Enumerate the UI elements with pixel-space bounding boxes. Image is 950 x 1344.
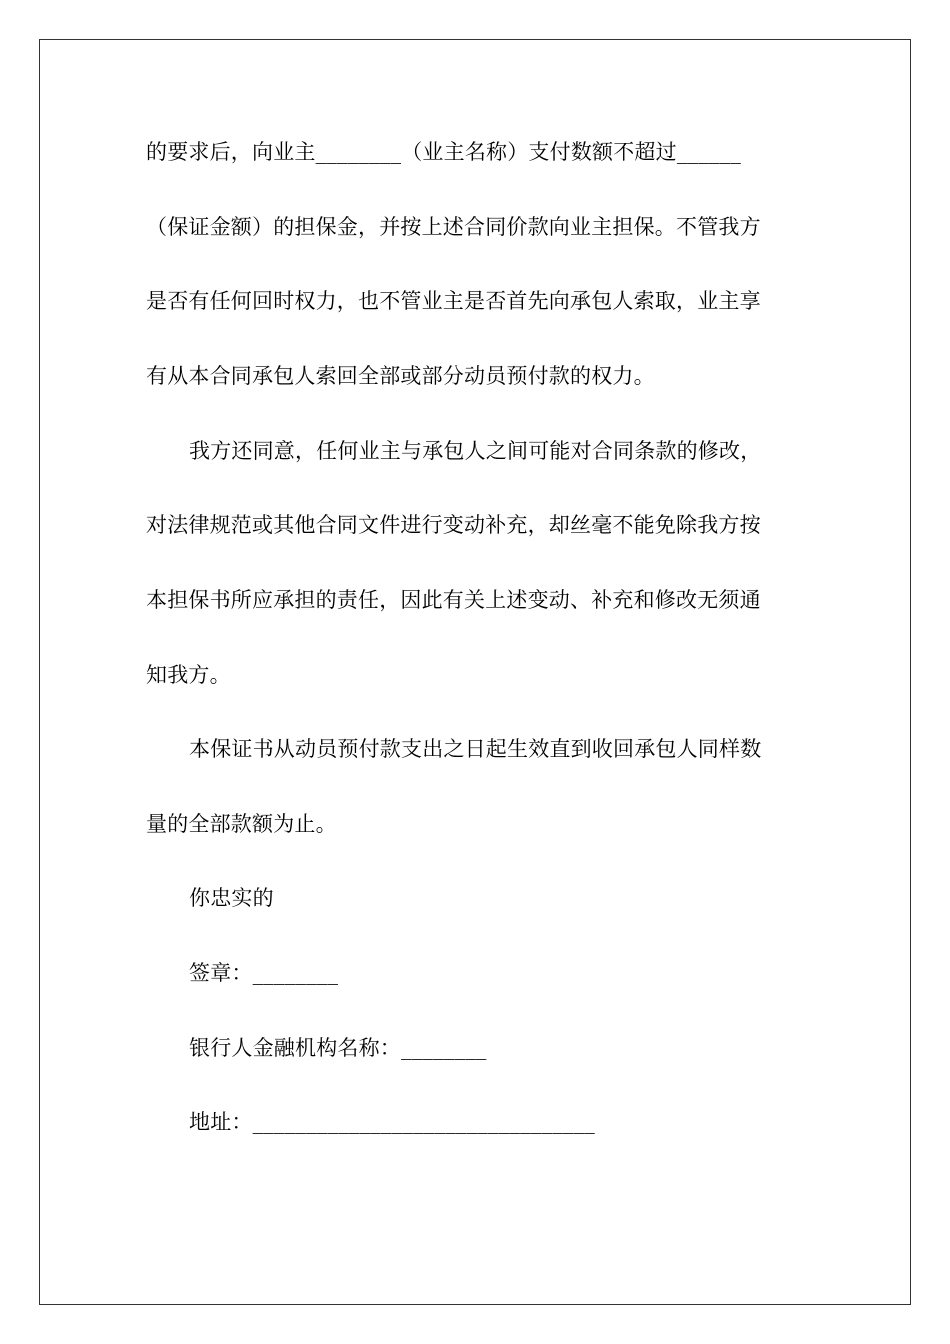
text-segment: 的要求后，向业主 — [146, 140, 316, 164]
paragraph2-line3: 本担保书所应承担的责任，因此有关上述变动、补充和修改无须通 — [146, 588, 761, 612]
signature-blank: ________ — [252, 961, 339, 985]
text-segment: （业主名称）支付数额不超过 — [401, 140, 677, 164]
address-label: 地址： — [189, 1110, 253, 1134]
paragraph1-line2: （保证金额）的担保金，并按上述合同价款向业主担保。不管我方 — [146, 215, 761, 239]
amount-blank: ______ — [676, 140, 742, 164]
closing-text: 你忠实的 — [189, 886, 274, 910]
bank-name-line — [189, 1033, 487, 1063]
paragraph3-line2: 量的全部款额为止。 — [146, 812, 337, 836]
bank-name-label: 银行人金融机构名称： — [189, 1036, 401, 1060]
paragraph1-line4: 有从本合同承包人索回全部或部分动员预付款的权力。 — [146, 364, 655, 388]
address-blank: ________________________________ — [252, 1110, 596, 1134]
paragraph1-line3: 是否有任何回时权力，也不管业主是否首先向承包人索取，业主享 — [146, 289, 761, 313]
address-line — [189, 1107, 595, 1137]
paragraph1-line1 — [146, 137, 741, 167]
paragraph2-line4: 知我方。 — [146, 663, 231, 687]
owner-name-blank: ________ — [315, 140, 402, 164]
bank-name-blank: ________ — [401, 1036, 487, 1060]
paragraph3-line1: 本保证书从动员预付款支出之日起生效直到收回承包人同样数 — [189, 737, 762, 761]
paragraph2-line1: 我方还同意，任何业主与承包人之间可能对合同条款的修改， — [189, 439, 762, 463]
signature-label: 签章： — [189, 961, 253, 985]
signature-line — [189, 958, 338, 988]
paragraph2-line2: 对法律规范或其他合同文件进行变动补充，却丝毫不能免除我方按 — [146, 513, 761, 537]
